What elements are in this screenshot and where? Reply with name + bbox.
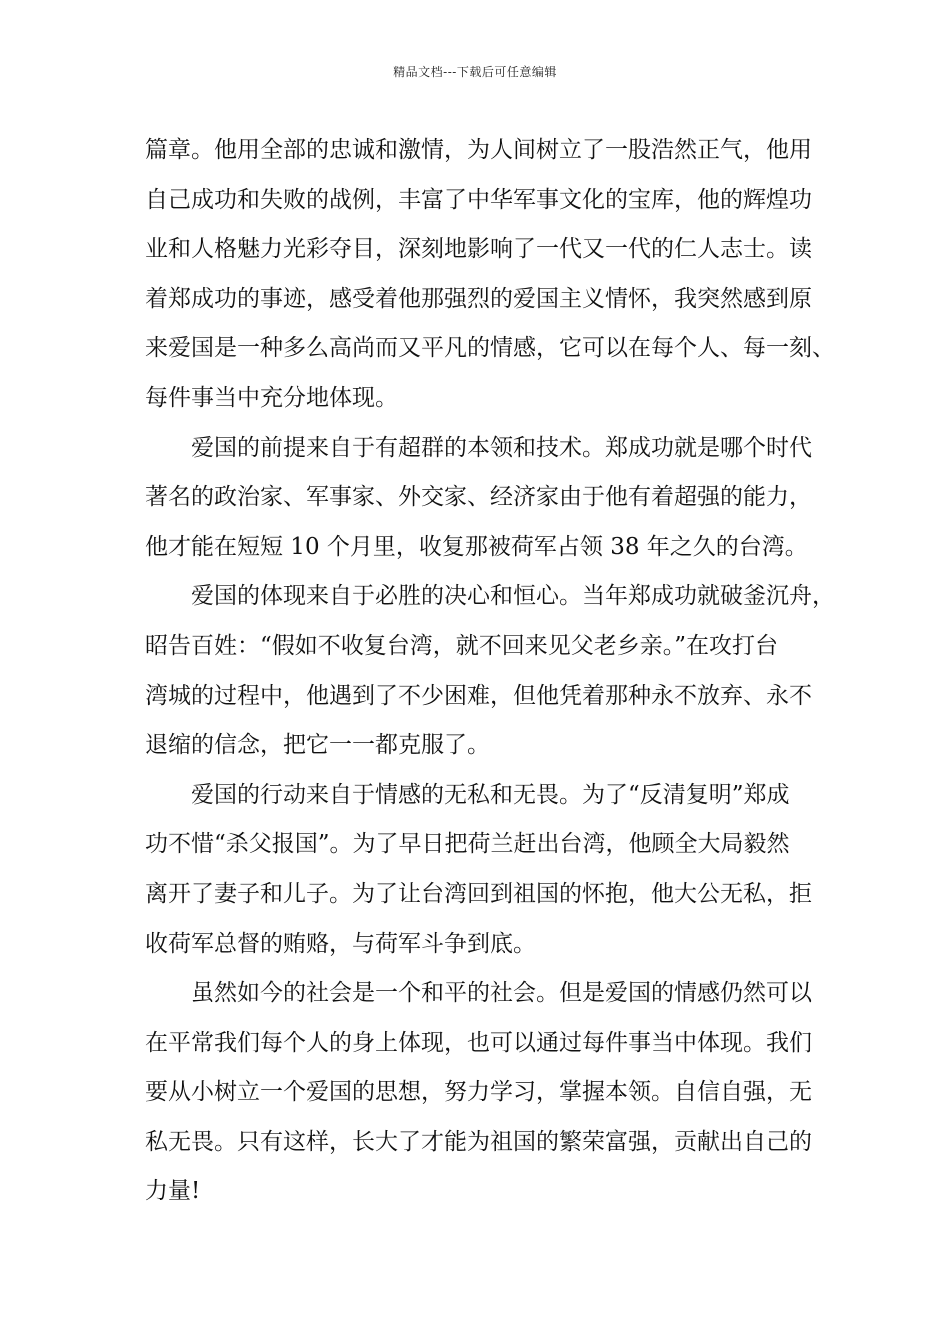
- text-line: 自己成功和失败的战例，丰富了中华军事文化的宝库，他的辉煌功: [145, 186, 812, 213]
- text-line: 爱国的前提来自于有超群的本领和技术。郑成功就是哪个时代: [191, 434, 812, 461]
- text-line: 他才能在短短 10 个月里，收复那被荷军占领 38 年之久的台湾。: [145, 533, 808, 560]
- text-line: 退缩的信念，把它一一都克服了。: [145, 732, 490, 759]
- text-line: 湾城的过程中，他遇到了不少困难，但他凭着那种永不放弃、永不: [145, 682, 812, 709]
- text-line: 离开了妻子和儿子。为了让台湾回到祖国的怀抱，他大公无私，拒: [145, 880, 812, 907]
- paragraph-3: [145, 572, 835, 770]
- text-line: 篇章。他用全部的忠诚和激情，为人间树立了一股浩然正气，他用: [145, 137, 812, 163]
- text-line: 在平常我们每个人的身上体现，也可以通过每件事当中体现。我们: [145, 1029, 812, 1056]
- text-line: 爱国的体现来自于必胜的决心和恒心。当年郑成功就破釜沉舟，: [191, 583, 835, 610]
- text-line: 收荷军总督的贿赂，与荷军斗争到底。: [145, 930, 536, 957]
- text-line: 著名的政治家、军事家、外交家、经济家由于他有着超强的能力，: [145, 484, 812, 511]
- text-line: 功不惜“杀父报国”。为了早日把荷兰赶出台湾，他顾全大局毅然: [145, 831, 790, 858]
- text-line: 私无畏。只有这样，长大了才能为祖国的繁荣富强，贡献出自己的: [145, 1128, 812, 1155]
- text-line: 来爱国是一种多么高尚而又平凡的情感，它可以在每个人、每一刻、: [145, 335, 835, 362]
- text-line: 爱国的行动来自于情感的无私和无畏。为了“反清复明”郑成: [191, 781, 790, 808]
- text-line: 虽然如今的社会是一个和平的社会。但是爱国的情感仍然可以: [191, 980, 812, 1007]
- text-line: 着郑成功的事迹，感受着他那强烈的爱国主义情怀，我突然感到原: [145, 285, 812, 312]
- paragraph-1: [145, 126, 835, 424]
- text-line: 业和人格魅力光彩夺目，深刻地影响了一代又一代的仁人志士。读: [145, 236, 812, 263]
- page-header: 精品文档---下载后可任意编辑: [393, 65, 557, 79]
- document-body: [145, 126, 835, 1217]
- text-line: 要从小树立一个爱国的思想，努力学习，掌握本领。自信自强，无: [145, 1079, 812, 1106]
- text-line: 昭告百姓：“假如不收复台湾，就不回来见父老乡亲。”在攻打台: [145, 632, 779, 659]
- paragraph-5: [145, 969, 825, 1217]
- text-line: 每件事当中充分地体现。: [145, 384, 398, 411]
- text-line: 力量!: [145, 1178, 201, 1205]
- paragraph-4: [145, 771, 825, 969]
- paragraph-2: [145, 424, 825, 573]
